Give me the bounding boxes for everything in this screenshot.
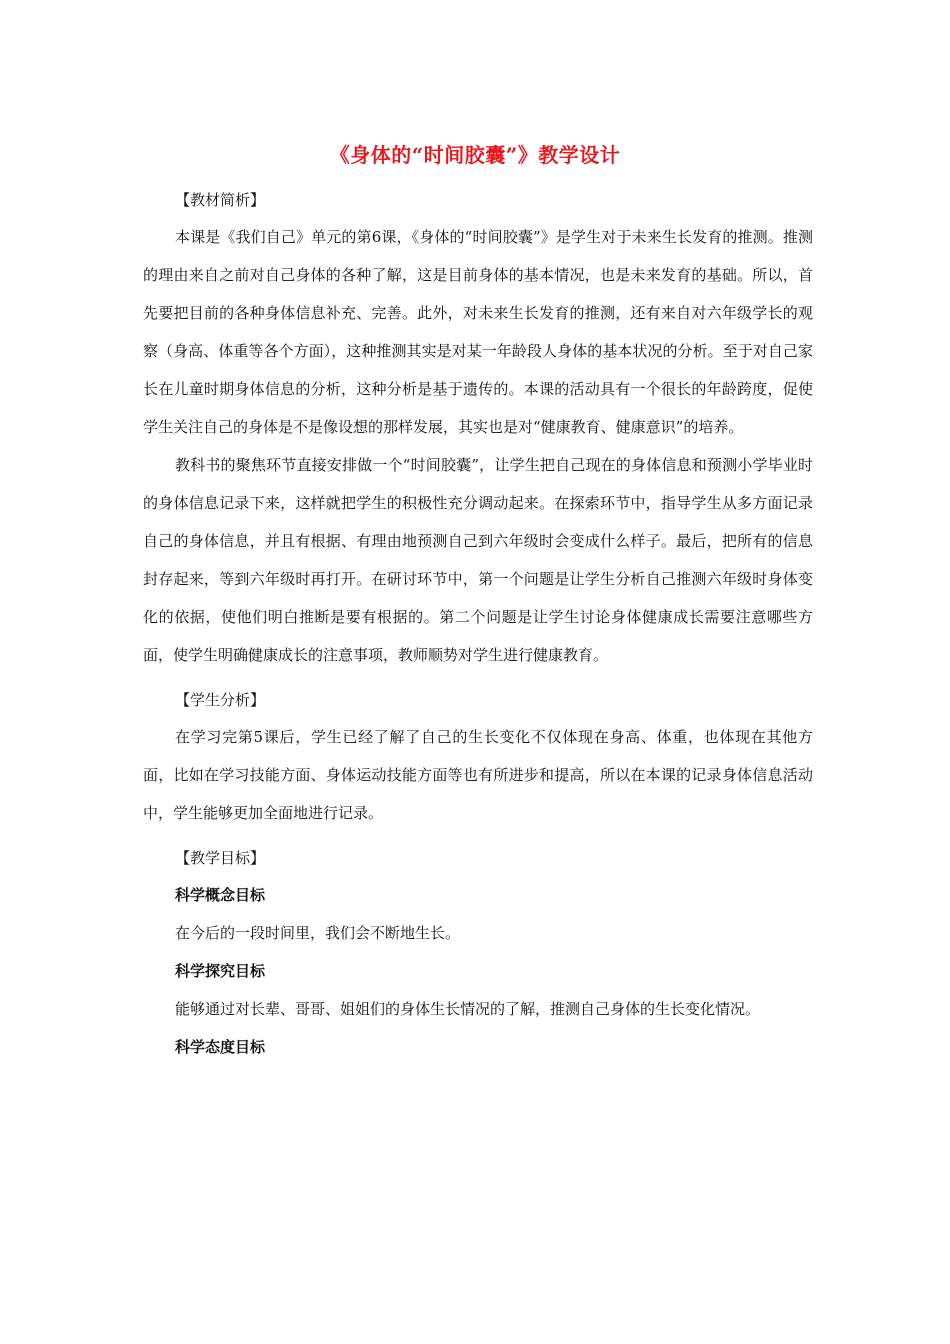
analysis-paragraph-2: 教科书的聚焦环节直接安排做一个“时间胶囊”，让学生把自己现在的身体信息和预测小学毕业时的身体信息记录下来，这样就把学生的积极性充分调动起来。在探索环节中，指导学生从多方面记录自己的身体信息，并且有根据、有理由地预测自己到六年级时会变成什么样子。最后，把所有的信息封存起来，等到六年级时再打开。在研讨环节中，第一个问题是让学生分析自己推测六年级时身体变化的依据，使他们明白推断是要有根据的。第二个问题是让学生讨论身体健康成长需要注意哪些方面，使学生明确健康成长的注意事项，教师顺势对学生进行健康教育。	[143, 456, 813, 664]
analysis-paragraph-1: 本课是《我们自己》单元的第6课，《身体的“时间胶囊”》是学生对于未来生长发育的推测。推测的理由来自之前对自己身体的各种了解，这是目前身体的基本情况，也是未来发育的基础。所以，首先要把目前的各种身体信息补充、完善。此外，对未来生长发育的推测，还有来自对六年级学长的观察（身高、体重等各个方面），这种推测其实是对某一年龄段人身体的基本状况的分析。至于对自己家长在儿童时期身体信息的分析，这种分析是基于遗传的。本课的活动具有一个很长的年龄跨度，促使学生关注自己的身体是不是像设想的那样发展，其实也是对“健康教育、健康意识”的培养。	[143, 228, 813, 436]
attitude-goal-title: 科学态度目标	[175, 1038, 266, 1056]
concept-goal-text: 在今后的一段时间里，我们会不断地生长。	[175, 924, 461, 942]
inquiry-goal-title: 科学探究目标	[175, 962, 266, 980]
inquiry-goal-text: 能够通过对长辈、哥哥、姐姐们的身体生长情况的了解，推测自己身体的生长变化情况。	[175, 1000, 761, 1018]
section-heading-students: 【学生分析】	[175, 691, 266, 709]
section-heading-analysis: 【教材简析】	[175, 191, 266, 209]
document-body	[143, 182, 813, 1066]
concept-goal-title: 科学概念目标	[175, 886, 266, 904]
section-heading-goals: 【教学目标】	[175, 849, 266, 867]
students-paragraph-1: 在学习完第5课后，学生已经了解了自己的生长变化不仅体现在身高、体重，也体现在其他方面，比如在学习技能方面、身体运动技能方面等也有所进步和提高，所以在本课的记录身体信息活动中，学生能够更加全面地进行记录。	[143, 728, 813, 822]
page-title: 《身体的“时间胶囊”》教学设计	[329, 143, 621, 167]
